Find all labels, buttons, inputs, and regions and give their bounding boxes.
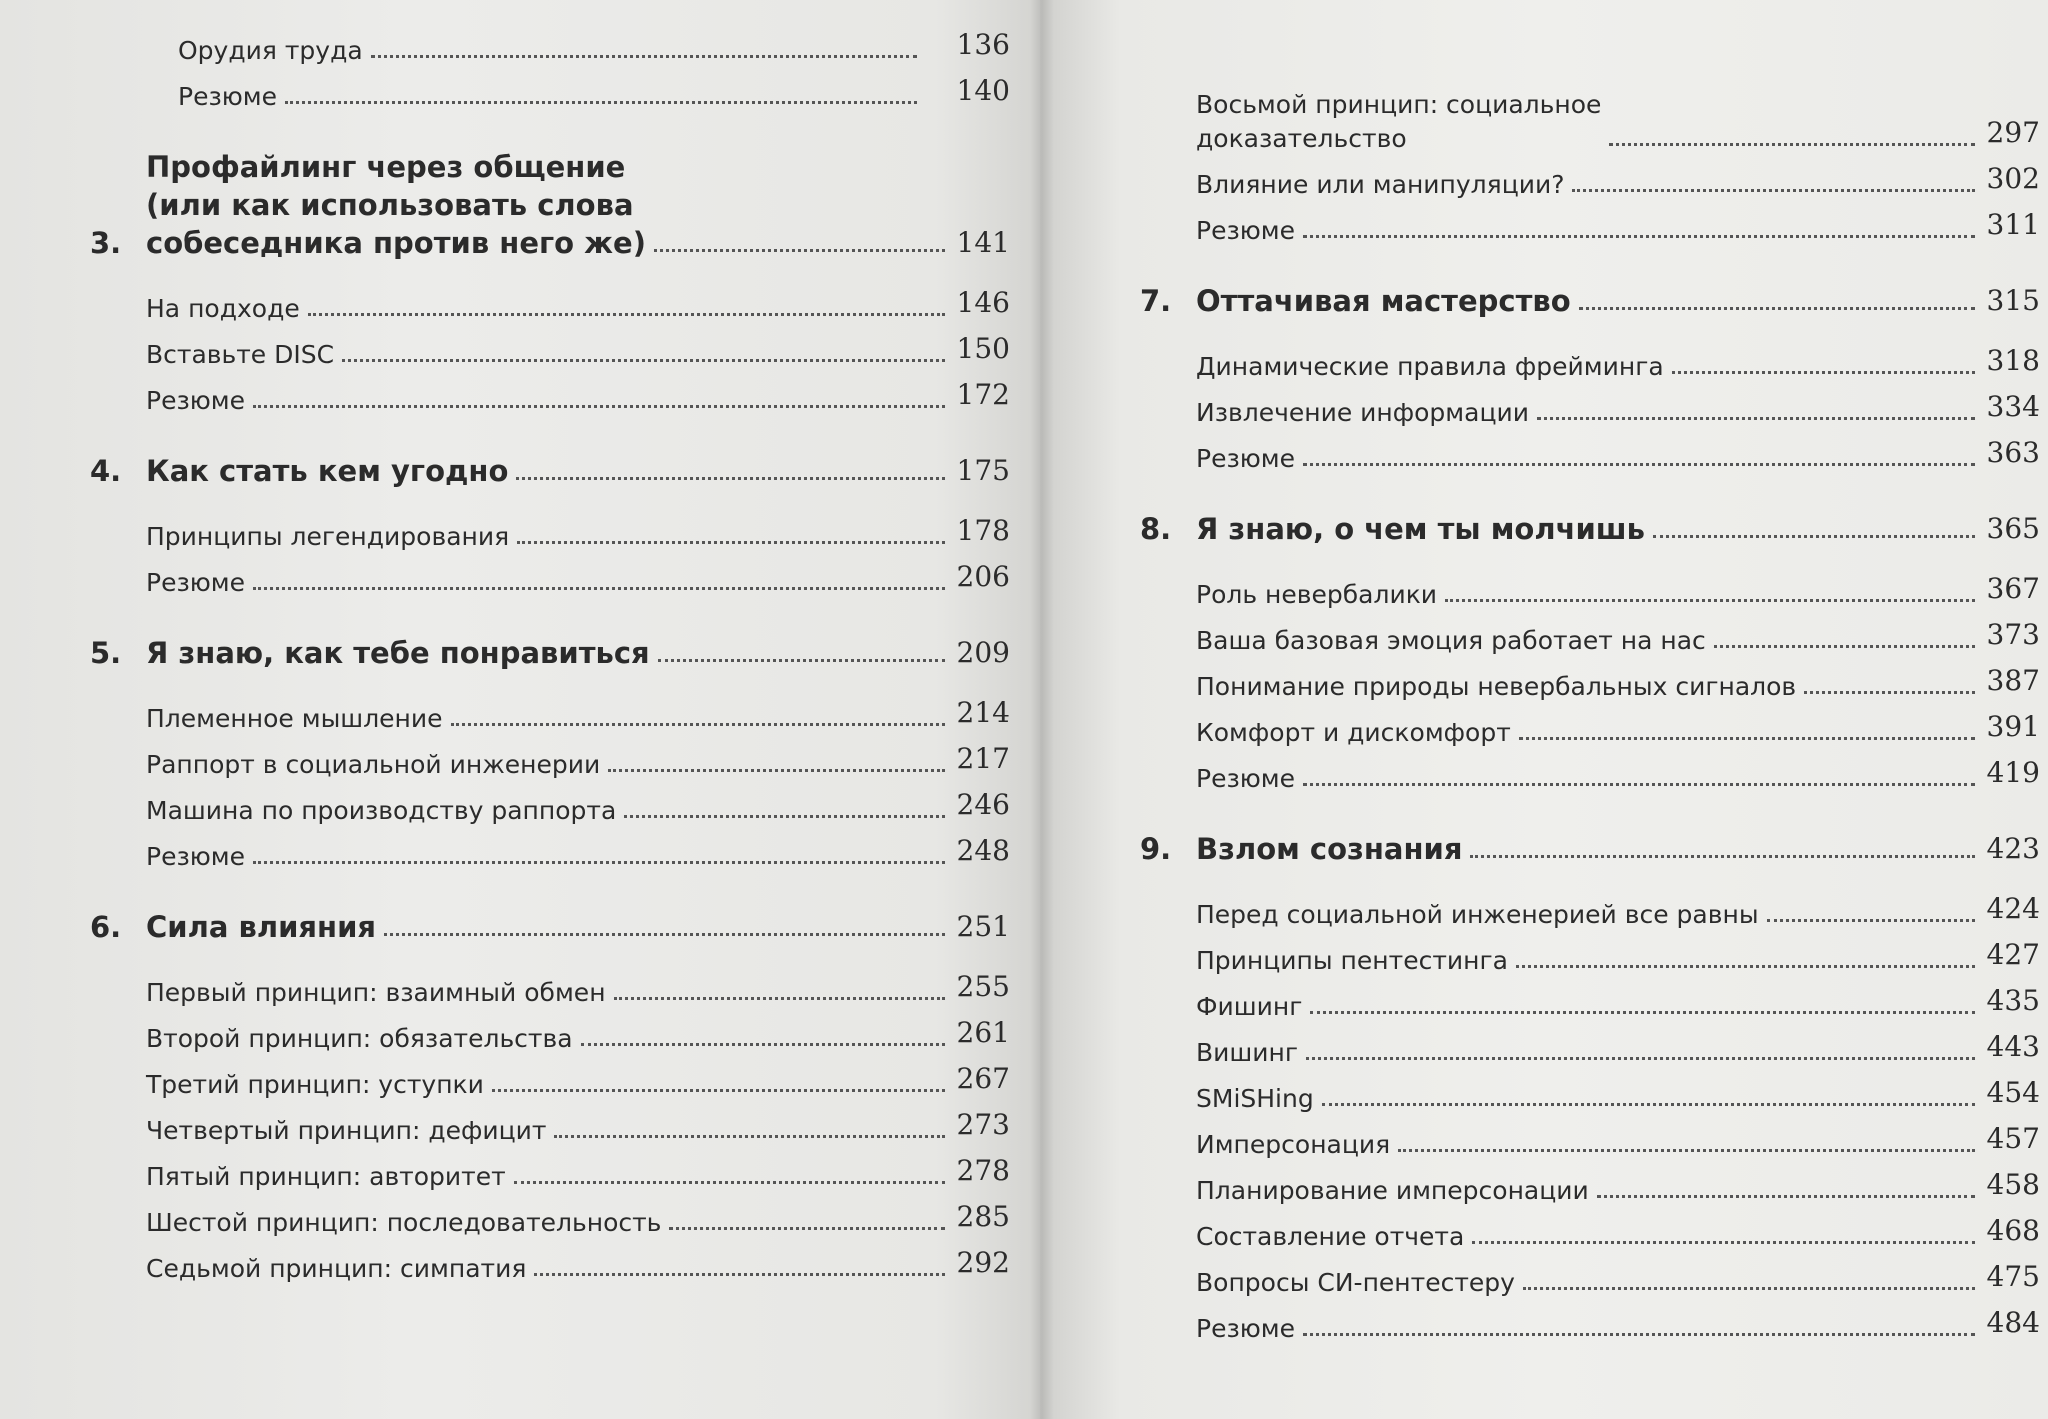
spacer [1140, 868, 2040, 886]
toc-entry-title: Резюме [146, 568, 246, 597]
dot-leader [654, 248, 945, 252]
toc-page-number: 435 [1986, 984, 2040, 1017]
toc-page-number: 457 [1986, 1122, 2040, 1155]
spacer [90, 114, 1010, 148]
chapter-number: 8. [1140, 512, 1172, 546]
dot-leader [1519, 736, 1975, 740]
toc-page-number: 248 [956, 834, 1010, 867]
toc-entry [90, 690, 1010, 736]
toc-entry [90, 68, 1010, 114]
dot-leader [624, 814, 944, 818]
spacer [90, 874, 1010, 908]
dot-leader [1303, 234, 1975, 238]
toc-page-number: 458 [1986, 1168, 2040, 1201]
dot-leader [1322, 1102, 1975, 1106]
dot-leader [1445, 598, 1974, 602]
toc-entry [1140, 1208, 2040, 1254]
spacer [1140, 248, 2040, 282]
dot-leader [342, 358, 944, 362]
toc-entry [90, 1194, 1010, 1240]
chapter-heading [90, 634, 1010, 672]
toc-entry-title: Комфорт и дискомфорт [1196, 718, 1511, 747]
toc-page-number: 285 [956, 1200, 1010, 1233]
toc-page-number: 217 [956, 742, 1010, 775]
spacer [1140, 320, 2040, 338]
dot-leader [669, 1226, 944, 1230]
toc-entry-title: Восьмой принцип: социальное доказательство [1196, 90, 1602, 153]
chapter-page-number: 141 [956, 226, 1010, 259]
toc-chapter [90, 908, 1010, 1286]
chapter-heading [1140, 282, 2040, 320]
toc-entry-title: Составление отчета [1196, 1222, 1465, 1251]
toc-entry-title: На подходе [146, 294, 300, 323]
toc-entry-title: Резюме [146, 842, 246, 871]
toc-entry-title: Принципы легендирования [146, 522, 510, 551]
toc-page-number: 267 [956, 1062, 1010, 1095]
toc-page-number: 292 [956, 1246, 1010, 1279]
toc-page-number: 273 [956, 1108, 1010, 1141]
toc-entry [90, 508, 1010, 554]
chapter-page-number: 315 [1986, 284, 2040, 317]
dot-leader [1767, 918, 1975, 922]
toc-page-number: 311 [1986, 208, 2040, 241]
chapter-title: Оттачивая мастерство [1196, 284, 1571, 318]
toc-page-number: 246 [956, 788, 1010, 821]
toc-chapter [1140, 830, 2040, 1346]
toc-page-number: 419 [1986, 756, 2040, 789]
dot-leader [1306, 1056, 1975, 1060]
toc-entry-title: Резюме [1196, 216, 1296, 245]
toc-entry-title: Резюме [1196, 1314, 1296, 1343]
spacer [90, 490, 1010, 508]
toc-entry-title: Понимание природы невербальных сигналов [1196, 672, 1797, 701]
toc-entry-title: Фишинг [1196, 992, 1303, 1021]
toc-chapter [90, 634, 1010, 874]
toc-entry [90, 964, 1010, 1010]
dot-leader [554, 1134, 944, 1138]
dot-leader [608, 768, 944, 772]
chapter-title: Я знаю, как тебе понравиться [146, 636, 650, 670]
toc-page-number: 150 [956, 332, 1010, 365]
dot-leader [514, 1180, 945, 1184]
chapter-heading [1140, 510, 2040, 548]
toc-entry [1140, 750, 2040, 796]
chapter-number: 3. [90, 226, 122, 260]
toc-entry-title: Первый принцип: взаимный обмен [146, 978, 606, 1007]
toc-page-number: 373 [1986, 618, 2040, 651]
chapter-number: 6. [90, 910, 122, 944]
toc-entry [1140, 932, 2040, 978]
toc-entry-title: Извлечение информации [1196, 398, 1529, 427]
toc-entry-title: Роль невербалики [1196, 580, 1438, 609]
dot-leader [1572, 188, 1974, 192]
toc-entry-title: Вопросы СИ-пентестеру [1196, 1268, 1515, 1297]
toc-top-entries [1140, 88, 2040, 248]
toc-entry [1140, 978, 2040, 1024]
chapter-heading [90, 452, 1010, 490]
chapter-number: 9. [1140, 832, 1172, 866]
toc-page-number: 318 [1986, 344, 2040, 377]
toc-entry-title: Шестой принцип: последовательность [146, 1208, 662, 1237]
toc-entry-title: Резюме [146, 386, 246, 415]
toc-page-number: 172 [956, 378, 1010, 411]
toc-entry [1140, 202, 2040, 248]
toc-entry-title: SMiSHing [1196, 1084, 1314, 1113]
toc-page-number: 475 [1986, 1260, 2040, 1293]
toc-entry [90, 372, 1010, 418]
toc-page-number: 297 [1986, 116, 2040, 149]
toc-entry-title: Влияние или манипуляции? [1196, 170, 1565, 199]
dot-leader [1472, 1240, 1974, 1244]
dot-leader [1579, 306, 1975, 310]
chapter-number: 7. [1140, 284, 1172, 318]
toc-entry [90, 736, 1010, 782]
chapter-heading [90, 908, 1010, 946]
dot-leader [1672, 370, 1975, 374]
toc-entry [90, 1056, 1010, 1102]
toc-entry-title: Резюме [1196, 764, 1296, 793]
toc-chapter [90, 148, 1010, 418]
dot-leader [253, 860, 945, 864]
toc-page-number: 443 [1986, 1030, 2040, 1063]
chapter-number: 5. [90, 636, 122, 670]
toc-top-entries [90, 22, 1010, 114]
toc-entry [90, 828, 1010, 874]
spacer [1140, 476, 2040, 510]
toc-entry [1140, 1300, 2040, 1346]
dot-leader [534, 1272, 944, 1276]
toc-page-number: 468 [1986, 1214, 2040, 1247]
toc-entry-title: Вставьте DISC [146, 340, 335, 369]
dot-leader [253, 404, 945, 408]
toc-entry [1140, 1254, 2040, 1300]
dot-leader [1516, 964, 1975, 968]
toc-entry-title: Раппорт в социальной инженерии [146, 750, 601, 779]
toc-entry-title: Имперсонация [1196, 1130, 1391, 1159]
toc-entry-title: Орудия труда [178, 36, 363, 65]
toc-page-number: 261 [956, 1016, 1010, 1049]
toc-page-number: 424 [1986, 892, 2040, 925]
toc-entry-title: Третий принцип: уступки [146, 1070, 484, 1099]
dot-leader [1398, 1148, 1974, 1152]
toc-page-number: 146 [956, 286, 1010, 319]
dot-leader [1653, 534, 1975, 538]
toc-page-number: 427 [1986, 938, 2040, 971]
toc-page-number: 334 [1986, 390, 2040, 423]
dot-leader [308, 312, 945, 316]
toc-entry [90, 782, 1010, 828]
chapter-number: 4. [90, 454, 122, 488]
toc-page-number: 140 [956, 74, 1010, 107]
right-page [1040, 0, 2048, 1419]
toc-page-number: 387 [1986, 664, 2040, 697]
dot-leader [516, 476, 944, 480]
toc-entry [1140, 338, 2040, 384]
chapter-title: Я знаю, о чем ты молчишь [1196, 512, 1645, 546]
dot-leader [384, 932, 945, 936]
toc-entry [1140, 612, 2040, 658]
toc-entry [90, 22, 1010, 68]
chapter-title: Взлом сознания [1196, 832, 1463, 866]
toc-page-number: 484 [1986, 1306, 2040, 1339]
toc-entry [1140, 704, 2040, 750]
toc-entry [1140, 384, 2040, 430]
toc-entry [1140, 1070, 2040, 1116]
dot-leader [1303, 782, 1975, 786]
toc-entry-title: Динамические правила фрейминга [1196, 352, 1664, 381]
toc-page-number: 255 [956, 970, 1010, 1003]
spacer [90, 262, 1010, 280]
spacer [90, 672, 1010, 690]
toc-entry [1140, 1162, 2040, 1208]
dot-leader [1714, 644, 1975, 648]
chapter-page-number: 251 [956, 910, 1010, 943]
dot-leader [658, 658, 945, 662]
dot-leader [1597, 1194, 1975, 1198]
dot-leader [1303, 462, 1975, 466]
toc-entry [1140, 1116, 2040, 1162]
toc-page-number: 302 [1986, 162, 2040, 195]
chapter-page-number: 365 [1986, 512, 2040, 545]
toc-entry-title: Племенное мышление [146, 704, 443, 733]
toc-left [90, 22, 1010, 1286]
toc-entry-title: Резюме [1196, 444, 1296, 473]
dot-leader [492, 1088, 945, 1092]
toc-entry-title: Пятый принцип: авторитет [146, 1162, 506, 1191]
toc-entry [1140, 88, 2040, 156]
spacer [1140, 548, 2040, 566]
toc-entry [1140, 156, 2040, 202]
toc-entry [1140, 566, 2040, 612]
toc-entry [1140, 430, 2040, 476]
chapter-heading [1140, 830, 2040, 868]
chapter-page-number: 423 [1986, 832, 2040, 865]
toc-entry-title: Вишинг [1196, 1038, 1299, 1067]
toc-entry [90, 326, 1010, 372]
toc-entry-title: Машина по производству раппорта [146, 796, 617, 825]
toc-page-number: 367 [1986, 572, 2040, 605]
toc-entry [90, 1148, 1010, 1194]
dot-leader [371, 54, 917, 58]
toc-page-number: 391 [1986, 710, 2040, 743]
toc-entry-title: Принципы пентестинга [1196, 946, 1508, 975]
dot-leader [1537, 416, 1975, 420]
dot-leader [1303, 1332, 1975, 1336]
toc-page-number: 136 [956, 28, 1010, 61]
chapter-heading [90, 148, 1010, 262]
dot-leader [517, 540, 944, 544]
toc-page-number: 214 [956, 696, 1010, 729]
dot-leader [285, 100, 917, 104]
toc-entry [1140, 1024, 2040, 1070]
chapter-page-number: 209 [956, 636, 1010, 669]
toc-page-number: 363 [1986, 436, 2040, 469]
dot-leader [1523, 1286, 1975, 1290]
chapter-title: Сила влияния [146, 910, 377, 944]
dot-leader [1609, 142, 1974, 146]
toc-page-number: 454 [1986, 1076, 2040, 1109]
toc-page-number: 278 [956, 1154, 1010, 1187]
toc-page-number: 178 [956, 514, 1010, 547]
toc-entry [90, 1010, 1010, 1056]
dot-leader [1804, 690, 1974, 694]
dot-leader [614, 996, 945, 1000]
toc-entry [90, 1240, 1010, 1286]
dot-leader [451, 722, 945, 726]
chapter-title: Как стать кем угодно [146, 454, 509, 488]
toc-entry-title: Перед социальной инженерией все равны [1196, 900, 1759, 929]
toc-entry [1140, 658, 2040, 704]
toc-entry [90, 1102, 1010, 1148]
toc-entry-title: Планирование имперсонации [1196, 1176, 1589, 1205]
toc-entry [90, 554, 1010, 600]
spacer [1140, 796, 2040, 830]
spacer [90, 946, 1010, 964]
toc-right [1140, 88, 2040, 1346]
toc-entry-title: Четвертый принцип: дефицит [146, 1116, 547, 1145]
toc-chapter [1140, 282, 2040, 476]
dot-leader [253, 586, 945, 590]
toc-entry-title: Второй принцип: обязательства [146, 1024, 573, 1053]
dot-leader [1310, 1010, 1974, 1014]
dot-leader [581, 1042, 945, 1046]
chapter-title: Профайлинг через общение (или как использовать слова собеседника против него же) [146, 150, 646, 260]
toc-entry [1140, 886, 2040, 932]
dot-leader [1470, 854, 1974, 858]
spacer [90, 418, 1010, 452]
toc-entry [90, 280, 1010, 326]
toc-entry-title: Седьмой принцип: симпатия [146, 1254, 527, 1283]
toc-entry-title: Резюме [178, 82, 278, 111]
book-gutter [1030, 0, 1054, 1419]
toc-chapter [90, 452, 1010, 600]
toc-page-number: 206 [956, 560, 1010, 593]
toc-chapter [1140, 510, 2040, 796]
toc-entry-title: Ваша базовая эмоция работает на нас [1196, 626, 1706, 655]
spacer [90, 600, 1010, 634]
chapter-page-number: 175 [956, 454, 1010, 487]
